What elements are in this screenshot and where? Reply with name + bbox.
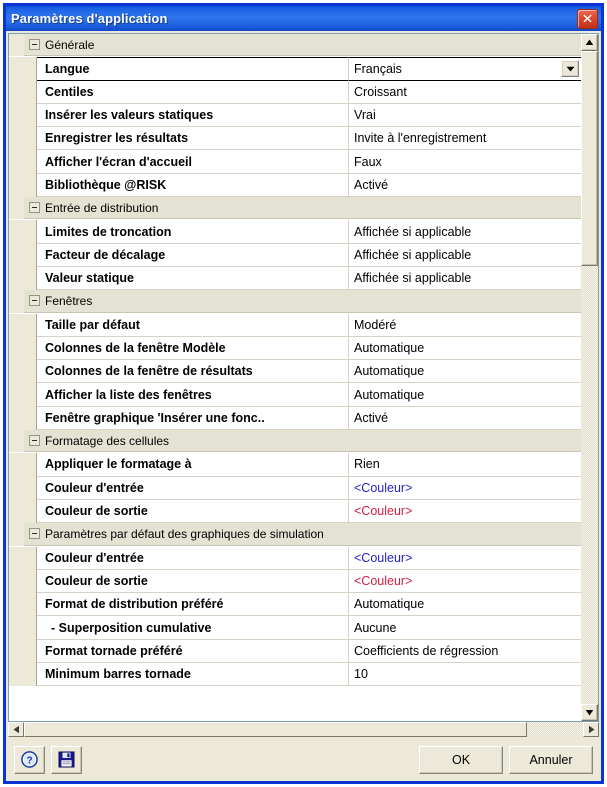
settings-row[interactable] (9, 174, 581, 197)
setting-value-cell[interactable] (349, 57, 581, 80)
indent-spacer (24, 616, 37, 639)
collapse-minus-icon[interactable] (29, 295, 40, 306)
setting-value-cell[interactable] (349, 593, 581, 616)
gutter (9, 244, 24, 267)
setting-value-cell[interactable] (349, 127, 581, 150)
setting-name-cell: Enregistrer les résultats (37, 127, 349, 150)
setting-value-cell[interactable] (349, 314, 581, 337)
setting-value-text: Invite à l'enregistrement (354, 131, 487, 146)
settings-group-row (9, 290, 581, 313)
setting-value-text: 10 (354, 667, 368, 682)
gutter (9, 220, 24, 243)
collapse-minus-icon[interactable] (29, 39, 40, 50)
indent-spacer (24, 220, 37, 243)
gutter (9, 547, 24, 570)
setting-value-text: Automatique (354, 597, 425, 612)
scroll-up-arrow-icon[interactable] (581, 34, 598, 51)
gutter (9, 337, 24, 360)
group-header-label: Générale (45, 37, 95, 52)
indent-spacer (24, 360, 37, 383)
settings-row[interactable] (9, 150, 581, 173)
group-header (24, 197, 581, 219)
settings-row[interactable] (9, 81, 581, 104)
gutter (9, 290, 24, 312)
indent-spacer (24, 81, 37, 104)
setting-value-text: Croissant (354, 84, 407, 99)
setting-name-cell: Taille par défaut (37, 314, 349, 337)
gutter (9, 500, 24, 523)
setting-name-cell: Bibliothèque @RISK (37, 174, 349, 197)
group-header-label: Paramètres par défaut des graphiques de simulation (45, 526, 324, 541)
indent-spacer (24, 267, 37, 290)
setting-name-cell: Limites de troncation (37, 220, 349, 243)
settings-row[interactable] (9, 127, 581, 150)
gutter (9, 34, 24, 56)
gutter (9, 383, 24, 406)
settings-row[interactable] (9, 244, 581, 267)
setting-name-cell: Format tornade préféré (37, 640, 349, 663)
settings-row[interactable] (9, 453, 581, 476)
cancel-button[interactable]: Annuler (509, 746, 593, 774)
indent-spacer (24, 547, 37, 570)
setting-name-cell: Minimum barres tornade (37, 663, 349, 686)
settings-group-row (9, 523, 581, 546)
scroll-right-arrow-icon[interactable] (583, 722, 599, 737)
setting-value-text: Affichée si applicable (354, 247, 472, 262)
gutter (9, 197, 24, 219)
group-header (24, 34, 581, 56)
setting-value-cell[interactable] (349, 174, 581, 197)
gutter (9, 593, 24, 616)
group-header-label: Formatage des cellules (45, 433, 170, 448)
collapse-minus-icon[interactable] (29, 435, 40, 446)
gutter (9, 477, 24, 500)
setting-value-text: Français (354, 61, 402, 76)
settings-row[interactable] (9, 104, 581, 127)
setting-value-text: Modéré (354, 317, 397, 332)
settings-row[interactable] (9, 593, 581, 616)
indent-spacer (24, 244, 37, 267)
indent-spacer (24, 104, 37, 127)
vertical-scrollbar[interactable] (581, 33, 599, 722)
setting-value-cell[interactable] (349, 220, 581, 243)
setting-value-cell[interactable] (349, 640, 581, 663)
gutter (9, 360, 24, 383)
settings-grid (8, 33, 581, 722)
close-icon[interactable] (577, 9, 598, 29)
indent-spacer (24, 640, 37, 663)
setting-value-cell[interactable] (349, 407, 581, 430)
setting-name-cell: Facteur de décalage (37, 244, 349, 267)
setting-name-cell: Fenêtre graphique 'Insérer une fonc.. (37, 407, 349, 430)
vertical-scrollbar-thumb[interactable] (581, 51, 598, 266)
indent-spacer (24, 407, 37, 430)
svg-text:?: ? (26, 755, 33, 767)
gutter (9, 407, 24, 430)
setting-value-text: Activé (354, 410, 389, 425)
indent-spacer (24, 127, 37, 150)
group-header (24, 523, 581, 545)
settings-group-row (9, 197, 581, 220)
indent-spacer (24, 314, 37, 337)
indent-spacer (24, 477, 37, 500)
horizontal-scrollbar[interactable] (6, 722, 601, 737)
setting-value-cell[interactable] (349, 616, 581, 639)
setting-name-cell: Couleur de sortie (37, 570, 349, 593)
setting-value-cell[interactable] (349, 81, 581, 104)
indent-spacer (24, 150, 37, 173)
settings-row[interactable] (9, 314, 581, 337)
settings-row[interactable] (9, 616, 581, 639)
gutter (9, 127, 24, 150)
group-header (24, 430, 581, 452)
gutter (9, 616, 24, 639)
horizontal-scrollbar-track[interactable] (24, 722, 583, 737)
settings-row[interactable] (9, 570, 581, 593)
setting-name-cell: Couleur d'entrée (37, 547, 349, 570)
settings-row[interactable] (9, 407, 581, 430)
settings-row[interactable] (9, 663, 581, 686)
settings-row[interactable] (9, 337, 581, 360)
indent-spacer (24, 500, 37, 523)
setting-value-cell[interactable] (349, 267, 581, 290)
gutter (9, 57, 24, 80)
setting-value-text: Activé (354, 177, 389, 192)
setting-value-cell[interactable] (349, 360, 581, 383)
indent-spacer (24, 337, 37, 360)
settings-row[interactable] (9, 383, 581, 406)
setting-name-cell: Couleur d'entrée (37, 477, 349, 500)
indent-spacer (24, 174, 37, 197)
gutter (9, 150, 24, 173)
gutter (9, 663, 24, 686)
setting-value-text: Vrai (354, 108, 376, 123)
gutter (9, 430, 24, 452)
vertical-scrollbar-track[interactable] (581, 51, 598, 704)
settings-row[interactable] (9, 220, 581, 243)
indent-spacer (24, 453, 37, 476)
ok-button[interactable]: OK (419, 746, 503, 774)
indent-spacer (24, 593, 37, 616)
gutter (9, 267, 24, 290)
setting-value-text: Aucune (354, 620, 397, 635)
settings-row[interactable] (9, 547, 581, 570)
gutter (9, 104, 24, 127)
indent-spacer (24, 570, 37, 593)
setting-value-text: Coefficients de régression (354, 643, 499, 658)
setting-value-text: Automatique (354, 364, 425, 379)
setting-value-cell[interactable] (349, 570, 581, 593)
setting-value-cell[interactable] (349, 383, 581, 406)
setting-value-text: <Couleur> (354, 504, 413, 519)
gutter (9, 174, 24, 197)
collapse-minus-icon[interactable] (29, 528, 40, 539)
gutter (9, 570, 24, 593)
dialog-footer (6, 737, 601, 781)
setting-name-cell: Afficher la liste des fenêtres (37, 383, 349, 406)
setting-value-text: Faux (354, 154, 382, 169)
settings-group-row (9, 430, 581, 453)
group-header (24, 290, 581, 312)
indent-spacer (24, 383, 37, 406)
scroll-down-arrow-icon[interactable] (581, 704, 598, 721)
setting-name-cell: Appliquer le formatage à (37, 453, 349, 476)
setting-name-cell: Centiles (37, 81, 349, 104)
setting-value-text: Automatique (354, 387, 425, 402)
setting-name-cell: Colonnes de la fenêtre Modèle (37, 337, 349, 360)
gutter (9, 640, 24, 663)
setting-value-cell[interactable] (349, 547, 581, 570)
dialog-body (6, 31, 601, 722)
indent-spacer (24, 57, 37, 80)
settings-group-row (9, 34, 581, 57)
gutter (9, 314, 24, 337)
application-settings-dialog (3, 3, 604, 784)
setting-value-text: Rien (354, 457, 380, 472)
window-title: Paramètres d'application (11, 11, 168, 26)
setting-value-text: <Couleur> (354, 550, 413, 565)
setting-name-cell: Insérer les valeurs statiques (37, 104, 349, 127)
setting-value-text: Affichée si applicable (354, 271, 472, 286)
gutter (9, 453, 24, 476)
setting-value-text: <Couleur> (354, 573, 413, 588)
floppy-disk-save-icon[interactable] (51, 746, 82, 774)
collapse-minus-icon[interactable] (29, 202, 40, 213)
setting-name-cell: Afficher l'écran d'accueil (37, 150, 349, 173)
setting-value-cell[interactable] (349, 453, 581, 476)
setting-value-cell[interactable] (349, 500, 581, 523)
setting-name-cell: Format de distribution préféré (37, 593, 349, 616)
setting-value-cell[interactable] (349, 150, 581, 173)
settings-row[interactable] (9, 640, 581, 663)
setting-name-cell: Langue (37, 57, 349, 80)
horizontal-scrollbar-thumb[interactable] (24, 722, 527, 737)
setting-value-cell[interactable] (349, 244, 581, 267)
setting-name-cell: - Superposition cumulative (37, 616, 349, 639)
setting-value-cell[interactable] (349, 104, 581, 127)
setting-value-text: <Couleur> (354, 480, 413, 495)
settings-row[interactable] (9, 267, 581, 290)
settings-row[interactable] (9, 360, 581, 383)
setting-value-text: Affichée si applicable (354, 224, 472, 239)
setting-value-cell[interactable] (349, 663, 581, 686)
settings-row[interactable] (9, 500, 581, 523)
setting-value-cell[interactable] (349, 337, 581, 360)
settings-row[interactable] (9, 477, 581, 500)
gutter (9, 81, 24, 104)
title-bar (6, 6, 601, 31)
setting-name-cell: Couleur de sortie (37, 500, 349, 523)
scroll-left-arrow-icon[interactable] (8, 722, 24, 737)
setting-value-cell[interactable] (349, 477, 581, 500)
setting-value-text: Automatique (354, 341, 425, 355)
setting-name-cell: Colonnes de la fenêtre de résultats (37, 360, 349, 383)
group-header-label: Entrée de distribution (45, 200, 159, 215)
setting-name-cell: Valeur statique (37, 267, 349, 290)
group-header-label: Fenêtres (45, 293, 93, 308)
help-question-icon[interactable] (14, 746, 45, 774)
chevron-down-icon[interactable] (561, 60, 579, 77)
settings-row[interactable] (9, 57, 581, 80)
indent-spacer (24, 663, 37, 686)
gutter (9, 523, 24, 545)
